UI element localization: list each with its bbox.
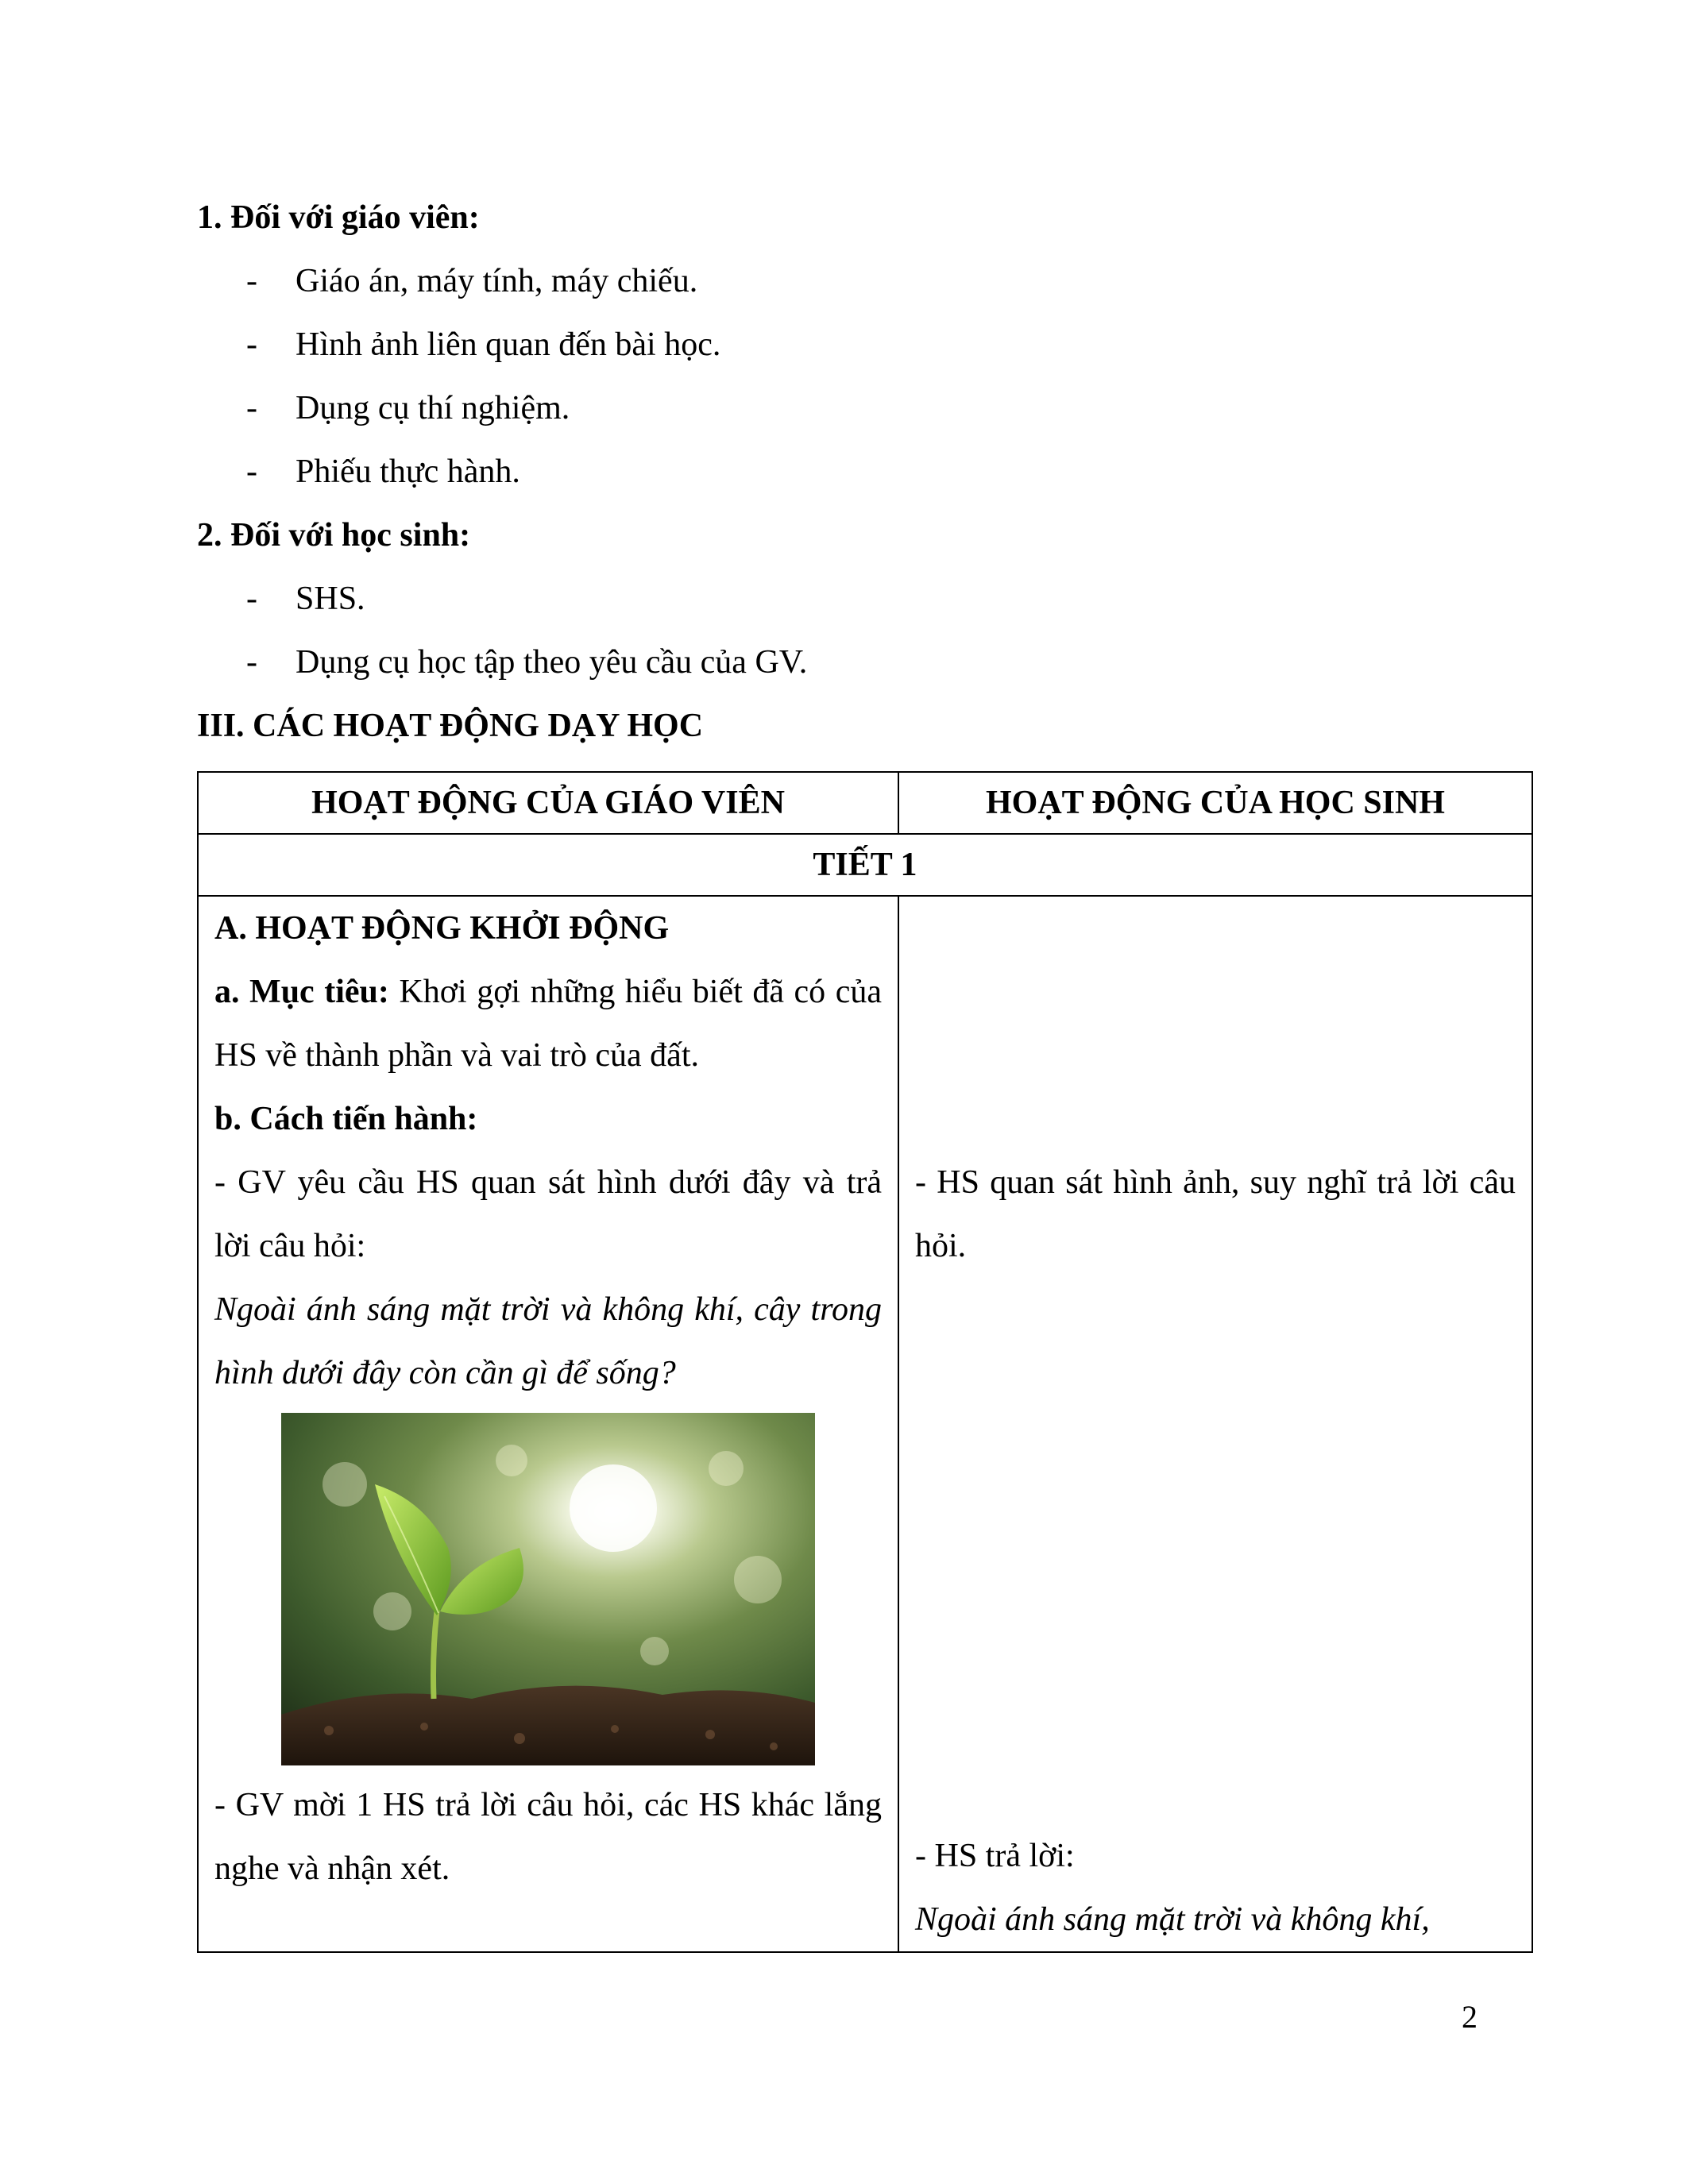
bullet-dash: -	[246, 644, 257, 681]
student-response-2-text: Ngoài ánh sáng mặt trời và không khí,	[915, 1901, 1430, 1938]
teacher-item-3: Dụng cụ thí nghiệm.	[295, 390, 570, 426]
header-student: HOẠT ĐỘNG CỦA HỌC SINH	[898, 772, 1532, 834]
goal-paragraph	[199, 960, 898, 1087]
header-teacher: HOẠT ĐỘNG CỦA GIÁO VIÊN	[198, 772, 898, 834]
activity-title: A. HOẠT ĐỘNG KHỞI ĐỘNG	[214, 910, 670, 947]
teacher-cell	[198, 896, 898, 1952]
teacher-item-1: Giáo án, máy tính, máy chiếu.	[295, 263, 698, 299]
procedure-label: b. Cách tiến hành:	[214, 1101, 478, 1137]
table-header-row	[198, 772, 1532, 834]
period-label: TIẾT 1	[198, 834, 1532, 896]
guiding-question: Ngoài ánh sáng mặt trời và không khí, cây trong hình dưới đây còn cần gì để sống?	[214, 1291, 882, 1391]
section-student-title: 2. Đối với học sinh:	[197, 517, 471, 554]
bullet-dash: -	[246, 263, 257, 299]
goal-label: a. Mục tiêu:	[214, 974, 389, 1010]
bullet-dash: -	[246, 581, 257, 617]
activity-row	[198, 896, 1532, 1952]
seedling-in-sunlight-photo	[281, 1413, 815, 1765]
bullet-dash: -	[246, 326, 257, 363]
student-item-2: Dụng cụ học tập theo yêu cầu của GV.	[295, 644, 808, 681]
teacher-item-2: Hình ảnh liên quan đến bài học.	[295, 326, 721, 363]
bullet-dash: -	[246, 390, 257, 426]
teacher-step-1: - GV yêu cầu HS quan sát hình dưới đây và trả lời câu hỏi:	[214, 1164, 882, 1264]
teacher-step-2: - GV mời 1 HS trả lời câu hỏi, các HS khác lắng nghe và nhận xét.	[214, 1787, 882, 1887]
teacher-item-4: Phiếu thực hành.	[295, 453, 520, 490]
activity-table	[197, 771, 1533, 1953]
section-teacher-title: 1. Đối với giáo viên:	[197, 199, 480, 236]
period-row	[198, 834, 1532, 896]
goal-text: Khơi gợi những hiểu biết đã có của HS về thành phần và vai trò của đất.	[214, 974, 882, 1074]
bullet-dash: -	[246, 453, 257, 490]
student-cell	[898, 896, 1532, 1952]
student-item-1: SHS.	[295, 581, 365, 617]
section-activities-title: III. CÁC HOẠT ĐỘNG DẠY HỌC	[197, 708, 704, 744]
student-response-2-label: - HS trả lời:	[915, 1838, 1075, 1874]
student-response-1: - HS quan sát hình ảnh, suy nghĩ trả lời câu hỏi.	[915, 1164, 1516, 1264]
page-number: 2	[1462, 1999, 1477, 2035]
